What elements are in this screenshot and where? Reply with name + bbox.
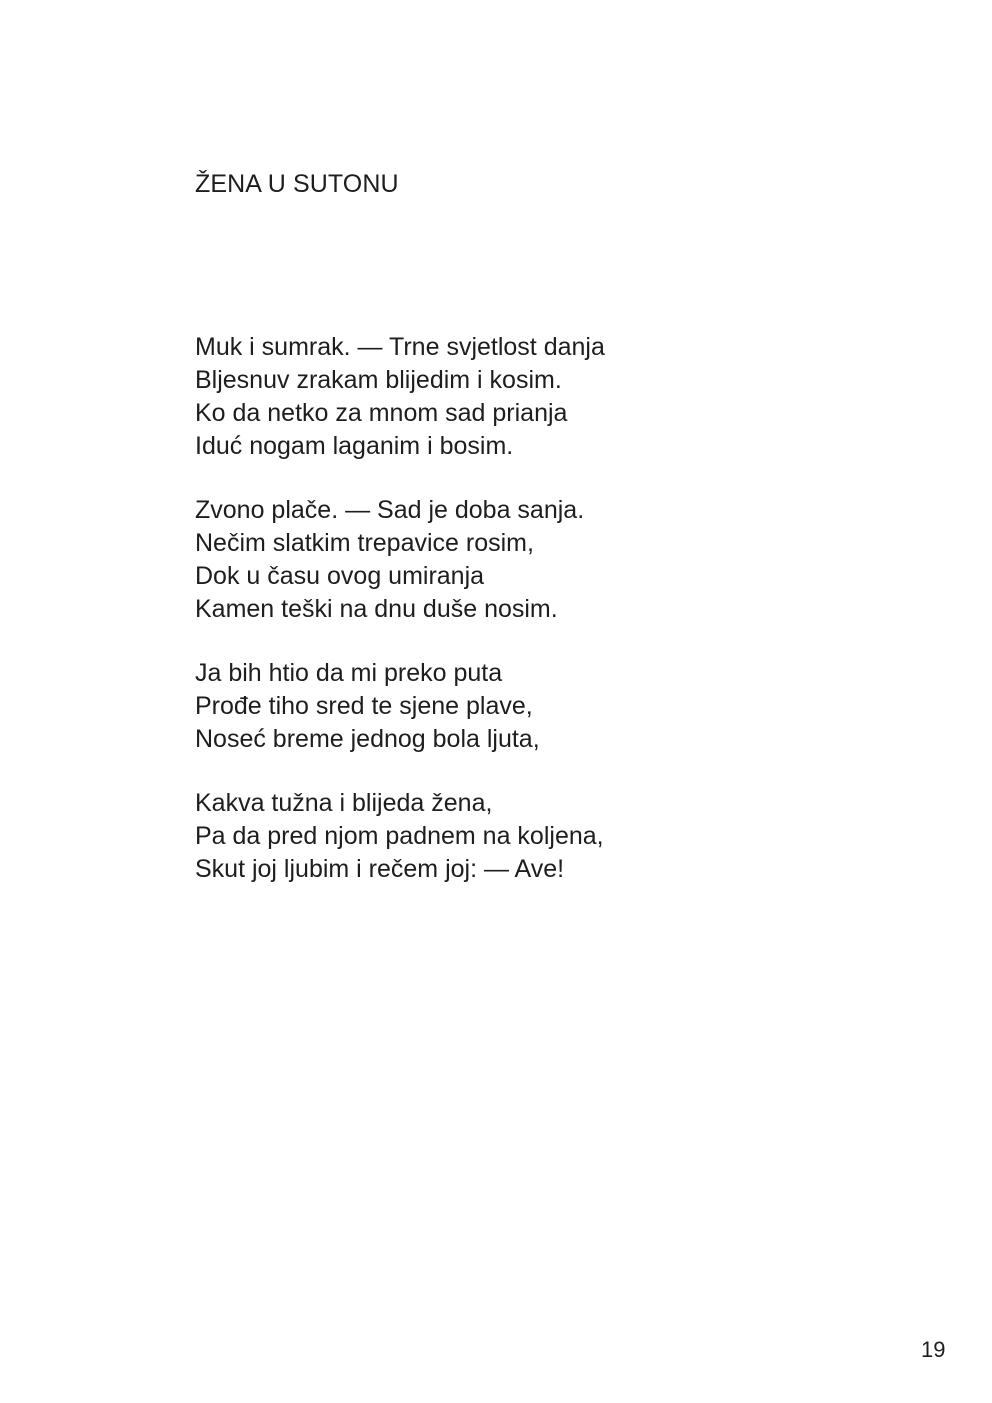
poem-line: Kakva tužna i blijeda žena, [195, 789, 493, 817]
poem-line: Bljesnuv zrakam blijedim i kosim. [195, 366, 562, 394]
stanza-2 [195, 494, 835, 626]
poem-line: Kamen teški na dnu duše nosim. [195, 595, 558, 623]
poem-line: Nečim slatkim trepavice rosim, [195, 529, 534, 557]
poem-line: Dok u času ovog umiranja [195, 562, 485, 590]
poem-line: Skut joj ljubim i rečem joj: — Ave! [195, 855, 565, 883]
stanza-3 [195, 657, 835, 756]
poem-body [195, 331, 835, 917]
stanza-1 [195, 331, 835, 463]
poem-line: Noseć breme jednog bola ljuta, [195, 725, 540, 753]
poem-line: Iduć nogam laganim i bosim. [195, 432, 514, 460]
poem-line: Muk i sumrak. — Trne svjetlost danja [195, 333, 605, 361]
stanza-4 [195, 787, 835, 886]
poem-line: Zvono plače. — Sad je doba sanja. [195, 496, 585, 524]
poem-line: Ja bih htio da mi preko puta [195, 659, 503, 687]
poem-title: ŽENA U SUTONU [195, 170, 399, 198]
poem-line: Ko da netko za mnom sad prianja [195, 399, 568, 427]
page-number: 19 [921, 1337, 946, 1362]
poem-line: Pa da pred njom padnem na koljena, [195, 822, 604, 850]
poem-line: Prođe tiho sred te sjene plave, [195, 692, 533, 720]
